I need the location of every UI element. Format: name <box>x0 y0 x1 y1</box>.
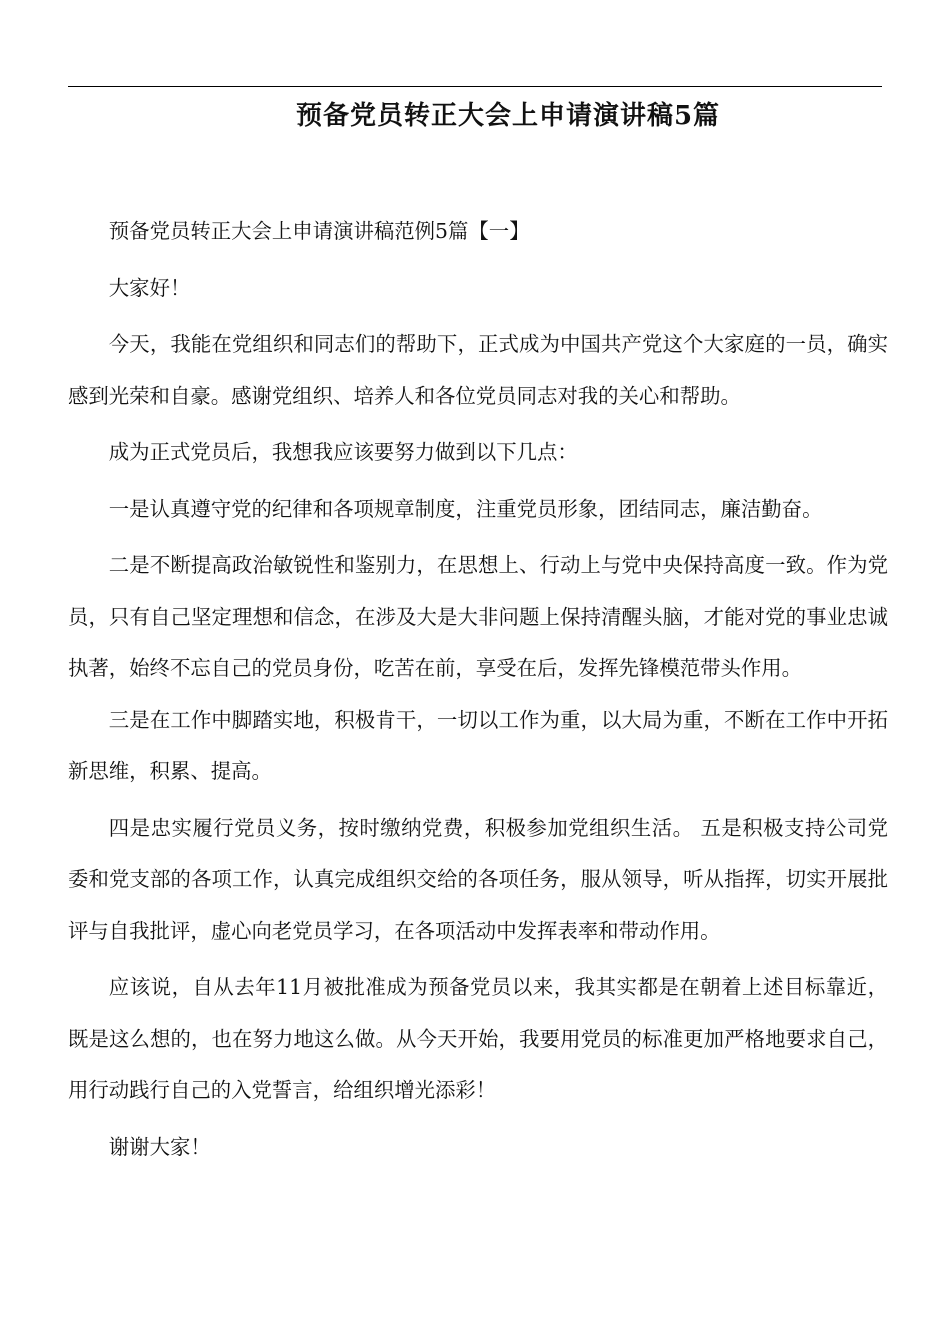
paragraph-subtitle: 预备党员转正大会上申请演讲稿范例5篇【一】 <box>108 219 530 243</box>
paragraph-thanks: 谢谢大家！ <box>108 1134 211 1159</box>
document-body <box>68 206 888 1178</box>
paragraph-greeting: 大家好！ <box>108 275 191 300</box>
paragraph-point-three: 三是在工作中脚踏实地，积极肯干，一切以工作为重，以大局为重，不断在工作中开拓新思维，积累、提高。 <box>68 707 888 783</box>
header-rule <box>68 86 882 87</box>
paragraph-conclusion: 应该说，自从去年11月被批准成为预备党员以来，我其实都是在朝着上述目标靠近，既是这么想的，也在努力地这么做。从今天开始，我要用党员的标准更加严格地要求自己，用行动践行自己的入党誓言，给组织增光添彩！ <box>68 975 888 1102</box>
paragraph-point-two: 二是不断提高政治敏锐性和鉴别力，在思想上、行动上与党中央保持高度一致。作为党员，只有自己坚定理想和信念，在涉及大是大非问题上保持清醒头脑，才能对党的事业忠诚执著，始终不忘自己的党员身份，吃苦在前，享受在后，发挥先锋模范带头作用。 <box>68 553 888 680</box>
paragraph-point-one: 一是认真遵守党的纪律和各项规章制度，注重党员形象，团结同志，廉洁勤奋。 <box>108 496 823 521</box>
paragraph-points-lead: 成为正式党员后，我想我应该要努力做到以下几点： <box>108 440 578 464</box>
document-title: 预备党员转正大会上申请演讲稿5篇 <box>295 101 721 131</box>
paragraph-intro: 今天，我能在党组织和同志们的帮助下，正式成为中国共产党这个大家庭的一员，确实感到光荣和自豪。感谢党组织、培养人和各位党员同志对我的关心和帮助。 <box>68 332 888 408</box>
paragraph-point-four-five: 四是忠实履行党员义务，按时缴纳党费，积极参加党组织生活。 五是积极支持公司党委和党支部的各项工作，认真完成组织交给的各项任务，服从领导，听从指挥，切实开展批评与自我批评，虚心向老党员学习，在各项活动中发挥表率和带动作用。 <box>68 815 888 943</box>
